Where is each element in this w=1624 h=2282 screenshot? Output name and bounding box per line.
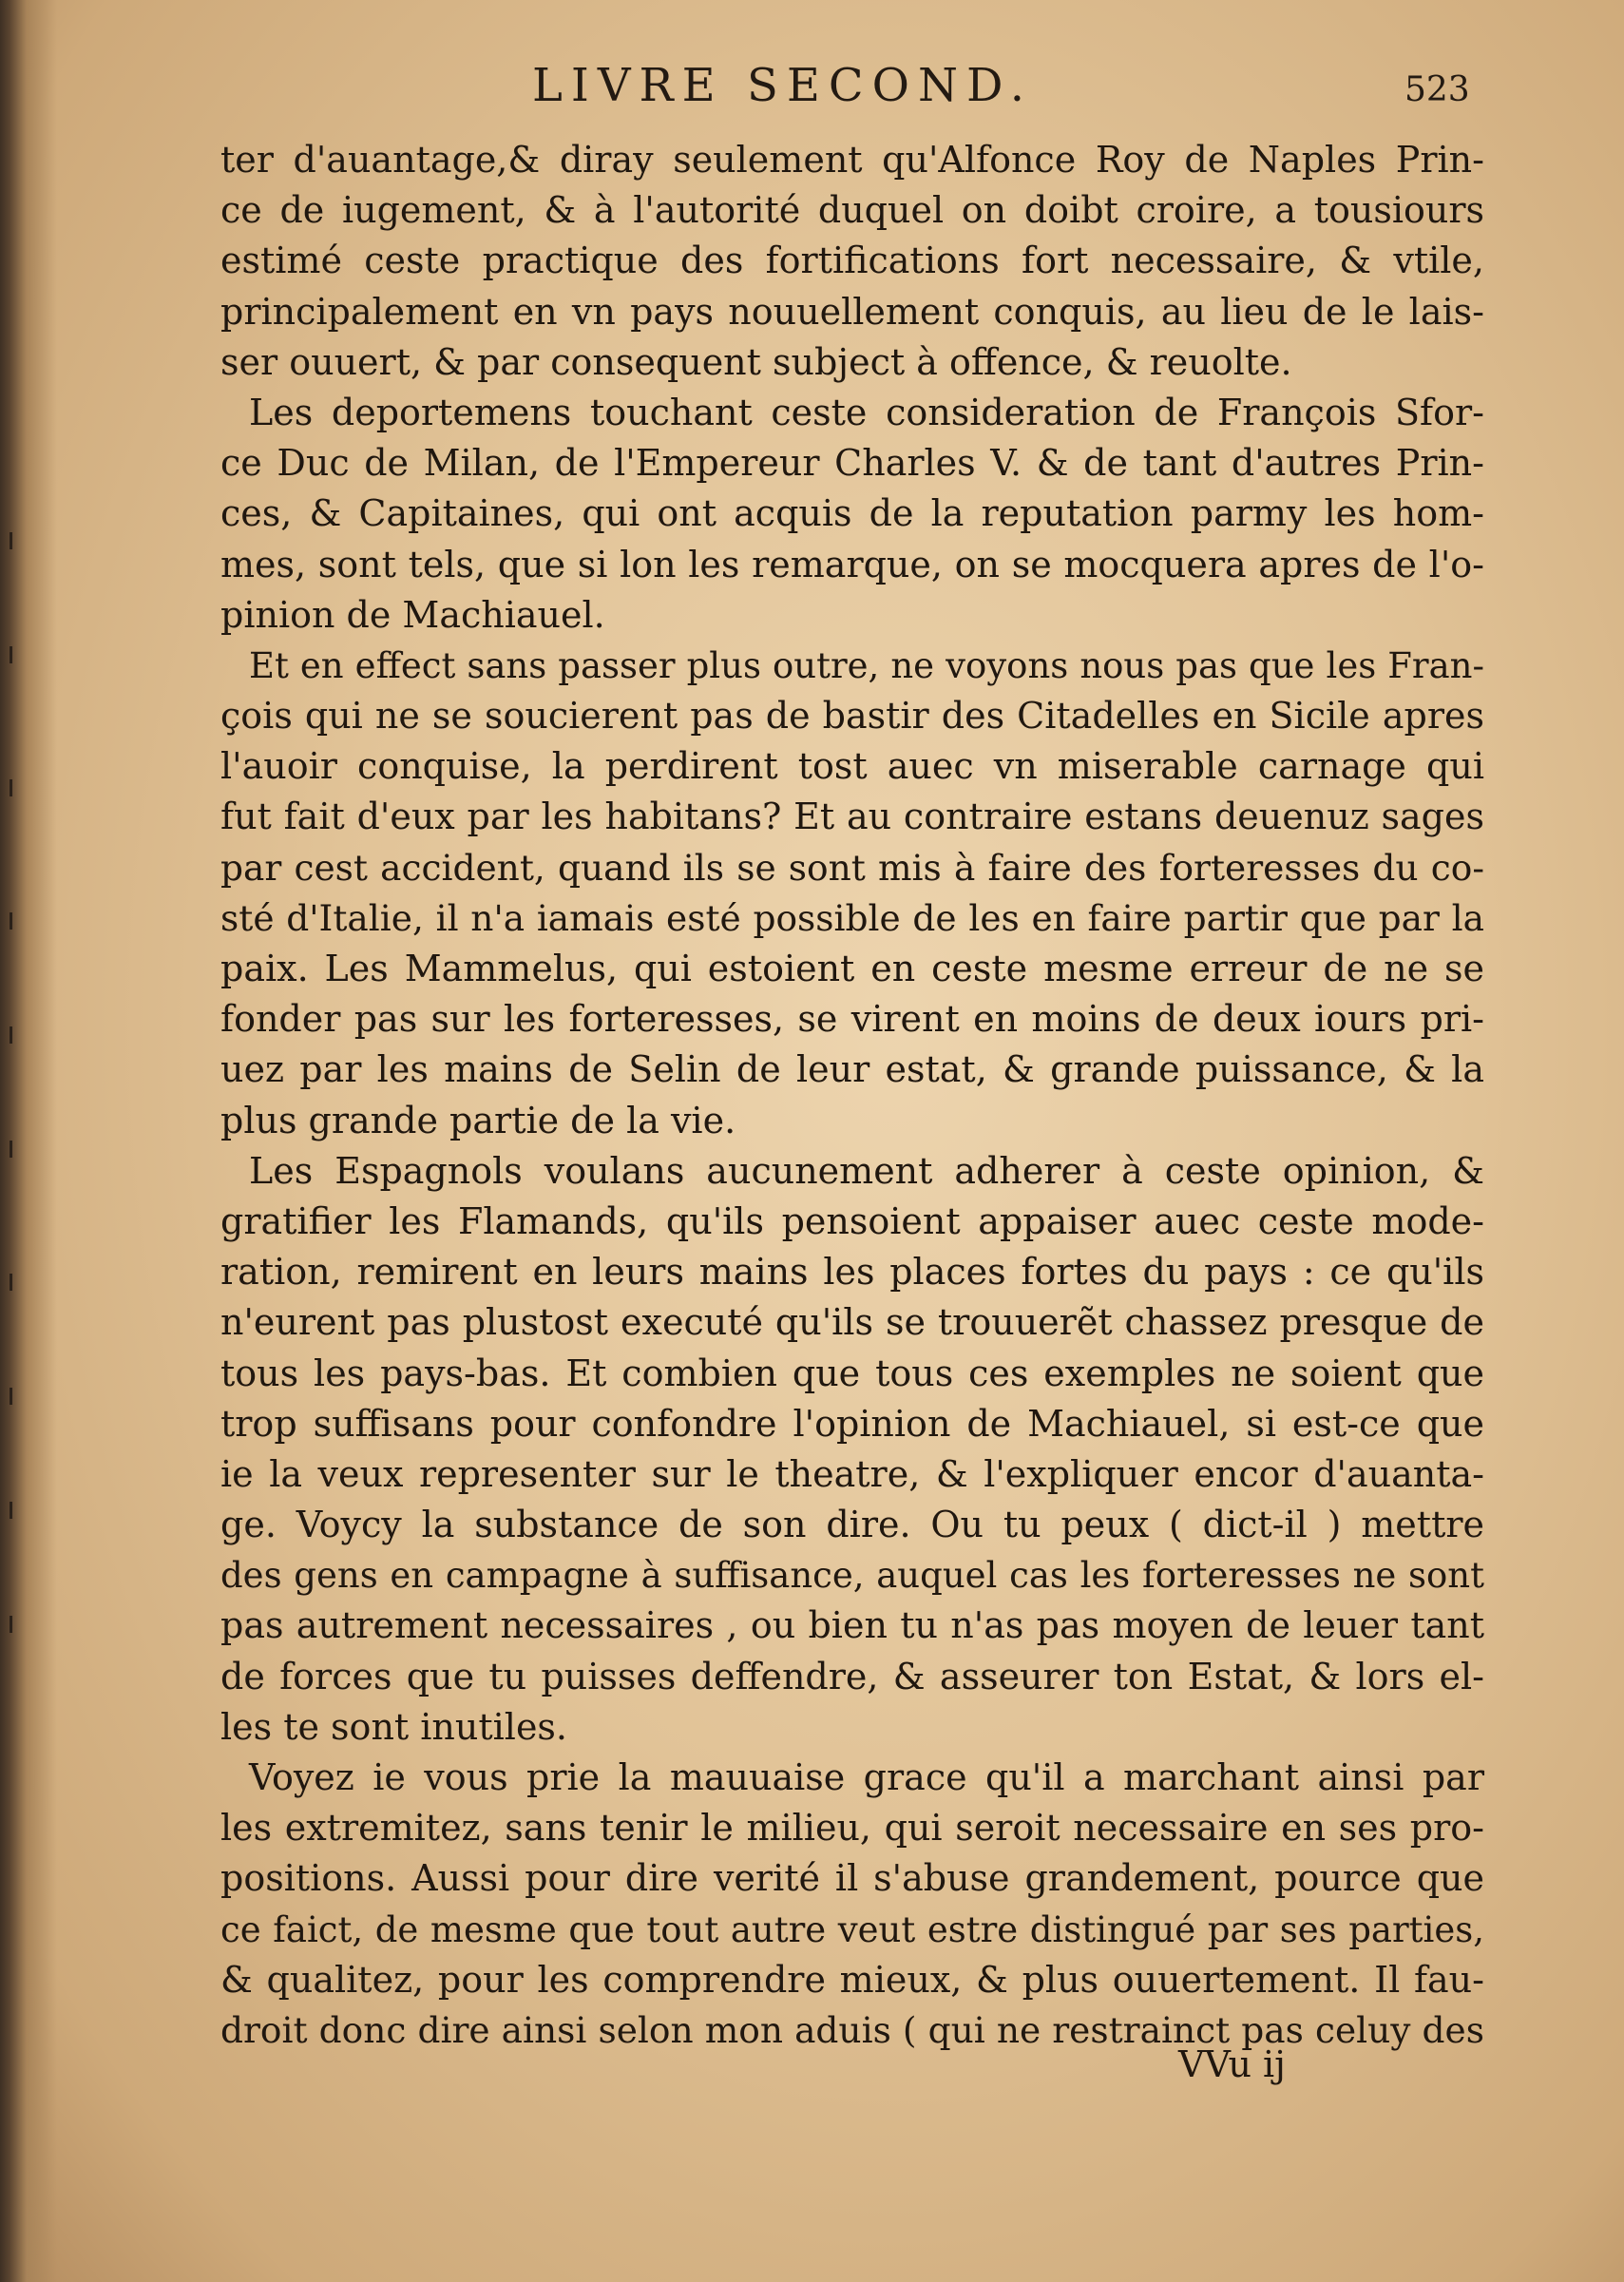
text-line: par cest accident, quand ils se sont mis à faire des forteresses du co- — [220, 846, 1484, 889]
text-line: Et en effect sans passer plus outre, ne voyons nous pas que les Fran- — [249, 644, 1484, 686]
text-line: de forces que tu puisses deffendre, & asseurer ton Estat, & lors el- — [220, 1655, 1484, 1697]
text-line: & qualitez, pour les comprendre mieux, & plus ouuertement. Il fau- — [220, 1958, 1484, 2001]
text-line: principalement en vn pays nouuellement conquis, au lieu de le lais- — [220, 290, 1484, 333]
text-line: mes, sont tels, que si lon les remarque, on se mocquera apres de l'o- — [220, 543, 1484, 585]
text-line: plus grande partie de la vie. — [220, 1099, 736, 1141]
text-line: çois qui ne se soucierent pas de bastir des Citadelles en Sicile apres — [220, 695, 1484, 738]
body-text — [220, 135, 1484, 2056]
text-line: tous les pays-bas. Et combien que tous ces exemples ne soient que — [220, 1352, 1484, 1394]
text-line: estimé ceste practique des fortifications fort necessaire, & vtile, — [220, 240, 1484, 282]
gutter-mark — [10, 646, 12, 663]
text-line: gratifier les Flamands, qu'ils pensoient appaiser auec ceste mode- — [220, 1199, 1484, 1242]
gutter-mark — [10, 1274, 12, 1291]
text-line: droit donc dire ainsi selon mon aduis ( qui ne restrainct pas celuy des — [220, 2008, 1484, 2051]
gutter-mark — [10, 1026, 12, 1044]
text-line: ce Duc de Milan, de l'Empereur Charles V. & de tant d'autres Prin- — [220, 442, 1484, 485]
text-line: paix. Les Mammelus, qui estoient en ceste mesme erreur de ne se — [220, 948, 1484, 989]
text-line: ge. Voycy la substance de son dire. Ou tu peux ( dict-il ) mettre — [220, 1504, 1484, 1546]
text-line: des gens en campagne à suffisance, auquel cas les forteresses ne sont — [220, 1555, 1484, 1597]
gutter-mark — [10, 532, 12, 549]
text-line: l'auoir conquise, la perdirent tost auec vn miserable carnage qui — [220, 745, 1484, 788]
text-line: ces, & Capitaines, qui ont acquis de la reputation parmy les hom- — [220, 492, 1484, 535]
gutter-marks — [10, 532, 23, 1673]
gutter-mark — [10, 912, 12, 930]
text-line: Les Espagnols voulans aucunement adherer à ceste opinion, & — [249, 1149, 1484, 1192]
gutter-mark — [10, 1141, 12, 1158]
running-head: LIVRE SECOND. — [532, 59, 1033, 112]
text-line: trop suffisans pour confondre l'opinion de Machiauel, si est-ce que — [220, 1402, 1484, 1445]
binding-shadow — [0, 0, 57, 2282]
text-line: Les deportemens touchant ceste consideration de François Sfor- — [249, 391, 1484, 433]
text-line: Voyez ie vous prie la mauuaise grace qu'il a marchant ainsi par — [249, 1756, 1484, 1798]
gutter-mark — [10, 1388, 12, 1405]
text-line: les te sont inutiles. — [220, 1705, 568, 1748]
gutter-mark — [10, 1502, 12, 1519]
text-line: ser ouuert, & par consequent subject à offence, & reuolte. — [220, 340, 1292, 383]
text-line: ce de iugement, & à l'autorité duquel on doibt croire, a tousiours — [220, 189, 1484, 232]
text-line: sté d'Italie, il n'a iamais esté possible de les en faire partir que par la — [220, 896, 1484, 939]
text-line: positions. Aussi pour dire verité il s'abuse grandement, pource que — [220, 1857, 1484, 1900]
page-number: 523 — [1404, 70, 1470, 109]
catchword-signature: VVu ij — [1178, 2043, 1286, 2085]
text-line: ie la veux representer sur le theatre, & l'expliquer encor d'auanta- — [220, 1452, 1484, 1495]
text-line: pas autrement necessaires , ou bien tu n'as pas moyen de leuer tant — [220, 1604, 1484, 1647]
text-line: ter d'auantage,& diray seulement qu'Alfonce Roy de Naples Prin- — [220, 139, 1484, 181]
text-line: fut fait d'eux par les habitans? Et au contraire estans deuenuz sages — [220, 796, 1484, 838]
text-line: ration, remirent en leurs mains les places fortes du pays : ce qu'ils — [220, 1251, 1484, 1294]
text-line: pinion de Machiauel. — [220, 593, 605, 636]
text-line: uez par les mains de Selin de leur estat, & grande puissance, & la — [220, 1048, 1484, 1091]
gutter-mark — [10, 779, 12, 796]
text-line: ce faict, de mesme que tout autre veut estre distingué par ses parties, — [220, 1908, 1484, 1950]
text-line: fonder pas sur les forteresses, se virent en moins de deux iours pri- — [220, 998, 1484, 1041]
text-line: les extremitez, sans tenir le milieu, qui seroit necessaire en ses pro- — [220, 1807, 1484, 1850]
text-line: n'eurent pas plustost executé qu'ils se trouuerẽt chassez presque de — [220, 1301, 1484, 1344]
gutter-mark — [10, 1616, 12, 1633]
